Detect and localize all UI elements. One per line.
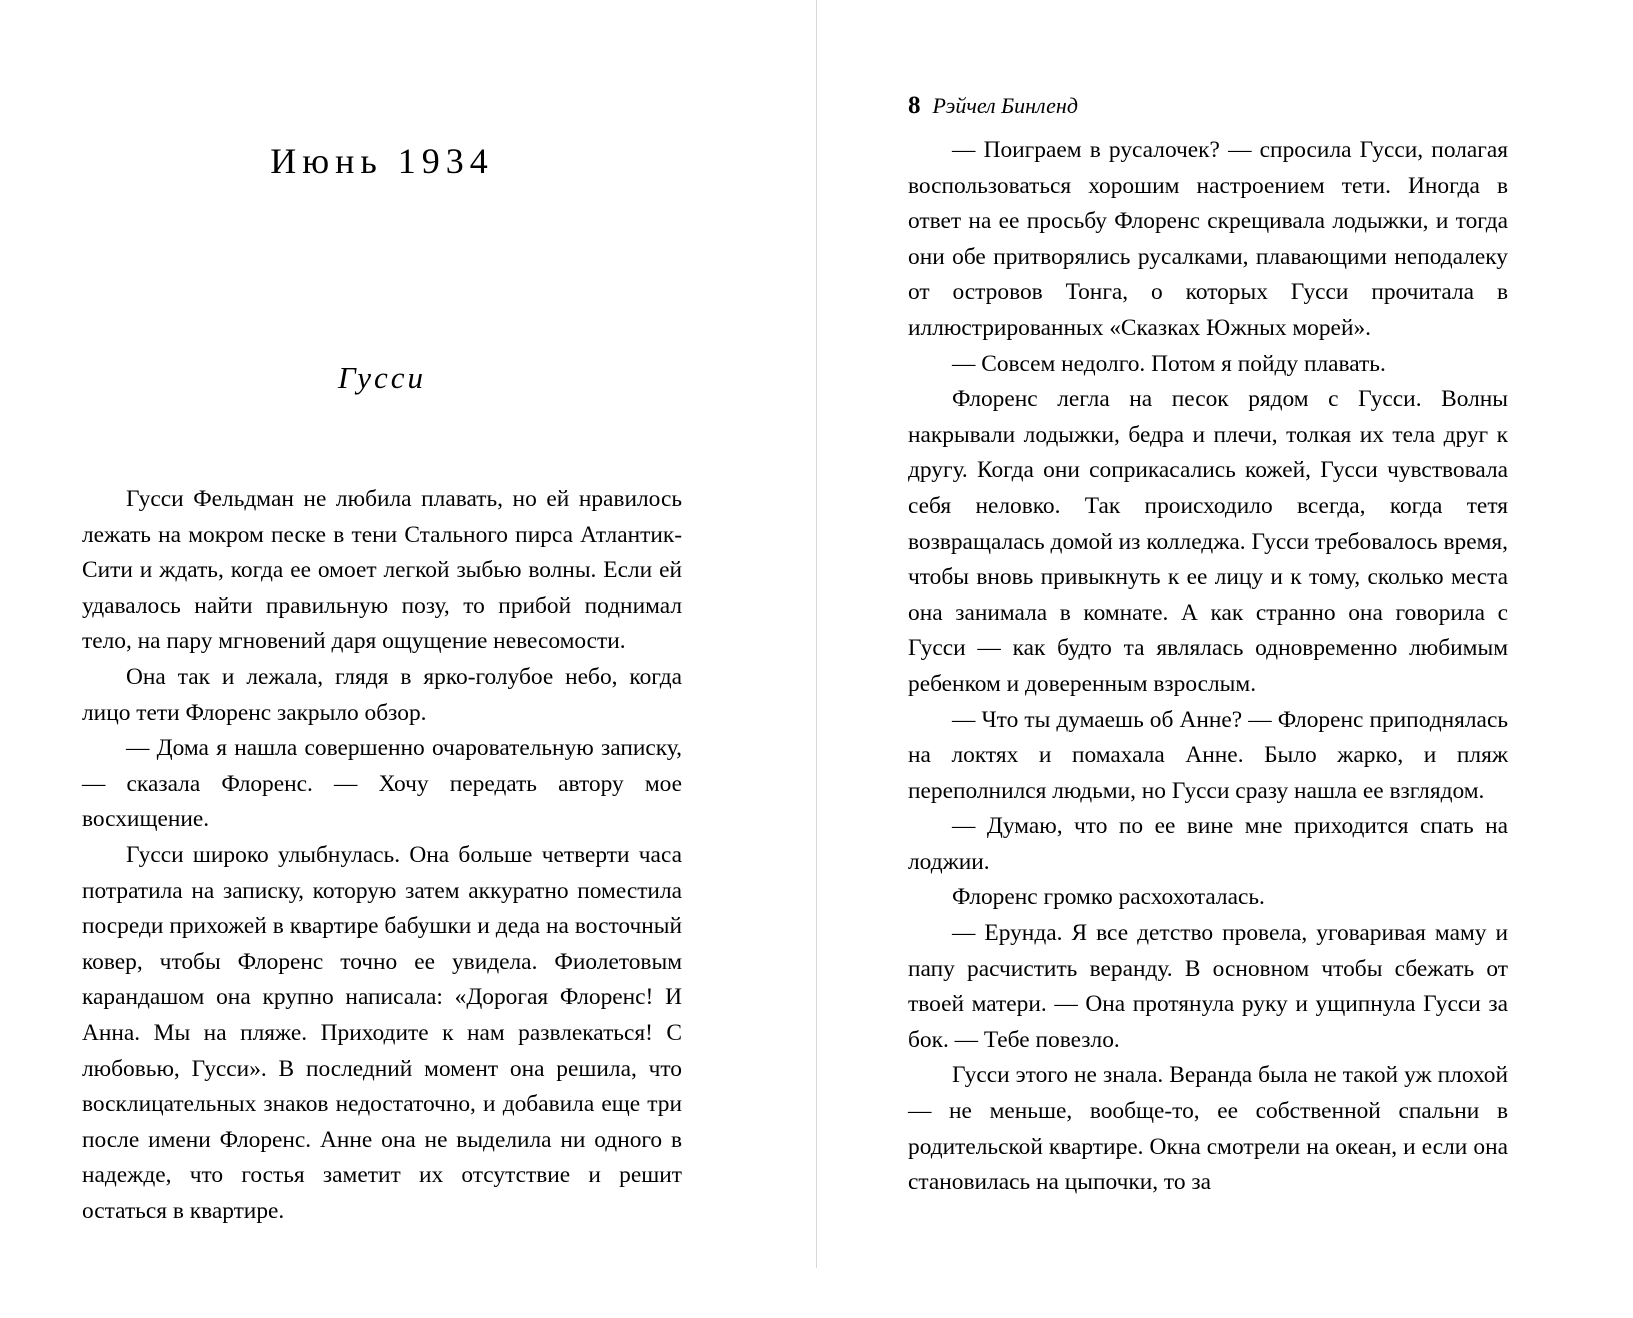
paragraph: — Поиграем в русалочек? — спросила Гусси, полагая воспользоваться хорошим настроением тети. Иногда в ответ на ее просьбу Флоренс скрещивала лодыжки, и тогда они обе притворялись русалками, плавающими неподалеку от островов Тонга, о которых Гусси прочитала в иллюстрированных «Сказках Южных морей». (908, 137, 1508, 341)
paragraph: Флоренс легла на песок рядом с Гусси. Волны накрывали лодыжки, бедра и плечи, толкая их тела друг к другу. Когда они соприкасались кожей, Гусси чувствовала себя неловко. Так происходило всегда, когда тетя возвращалась домой из колледжа. Гусси требовалось время, чтобы вновь привыкнуть к ее лицу и к тому, сколько места она занимала в комнате. А как странно она говорила с Гусси — как будто та являлась одновременно любимым ребенком и доверенным взрослым. (908, 386, 1508, 697)
paragraph: Гусси этого не знала. Веранда была не такой уж плохой — не меньше, вообще-то, ее собственной спальни в родительской квартире. Окна смотрели на океан, и если она становилась на цыпочки, то за (908, 1062, 1508, 1196)
right-page (816, 0, 1633, 1318)
paragraph: — Совсем недолго. Потом я пойду плавать. (952, 350, 1386, 377)
chapter-date-heading: Июнь 1934 (270, 141, 494, 181)
right-text-block (908, 0, 1508, 1201)
paragraph: — Ерунда. Я все детство провела, уговаривая маму и папу расчистить веранду. В основном чтобы сбежать от твоей матери. — Она протянула руку и ущипнула Гусси за бок. — Тебе повезло. (908, 920, 1508, 1053)
left-page (0, 0, 816, 1318)
page-number: 8 (908, 92, 921, 119)
paragraph: Гусси Фельдман не любила плавать, но ей нравилось лежать на мокром песке в тени Стального пирса Атлантик-Сити и ждать, когда ее омоет легкой зыбью волны. Если ей удавалось найти правильную позу, то прибой поднимал тело, на пару мгновений даря ощущение невесомости. (82, 486, 682, 655)
left-text-block (82, 0, 682, 1229)
paragraph: Флоренс громко расхохоталась. (952, 884, 1265, 911)
running-head-author: Рэйчел Бинленд (932, 93, 1078, 118)
section-name-heading: Гусси (337, 360, 427, 395)
paragraph: — Думаю, что по ее вине мне приходится спать на лоджии. (908, 813, 1508, 875)
paragraph: — Что ты думаешь об Анне? — Флоренс приподнялась на локтях и помахала Анне. Было жарко, и пляж переполнился людьми, но Гусси сразу нашла ее взглядом. (908, 706, 1508, 804)
paragraph: Она так и лежала, глядя в ярко-голубое небо, когда лицо тети Флоренс закрыло обзор. (82, 663, 682, 726)
left-body-text (82, 482, 682, 1229)
right-body-text (908, 133, 1508, 1201)
paragraph: Гусси широко улыбнулась. Она больше четверти часа потратила на записку, которую затем аккуратно поместила посреди прихожей в квартире бабушки и деда на восточный ковер, чтобы Флоренс точно ее увидела. Фиолетовым карандашом она крупно написала: «Дорогая Флоренс! И Анна. Мы на пляже. Приходите к нам развлекаться! С любовью, Гусси». В последний момент она решила, что восклицательных знаков недостаточно, и добавила еще три после имени Флоренс. Анне она не выделила ни одного в надежде, что гостья заметит их отсутствие и решит остаться в квартире. (82, 841, 682, 1224)
paragraph: — Дома я нашла совершенно очаровательную записку, — сказала Флоренс. — Хочу передать автору мое восхищение. (82, 735, 682, 833)
